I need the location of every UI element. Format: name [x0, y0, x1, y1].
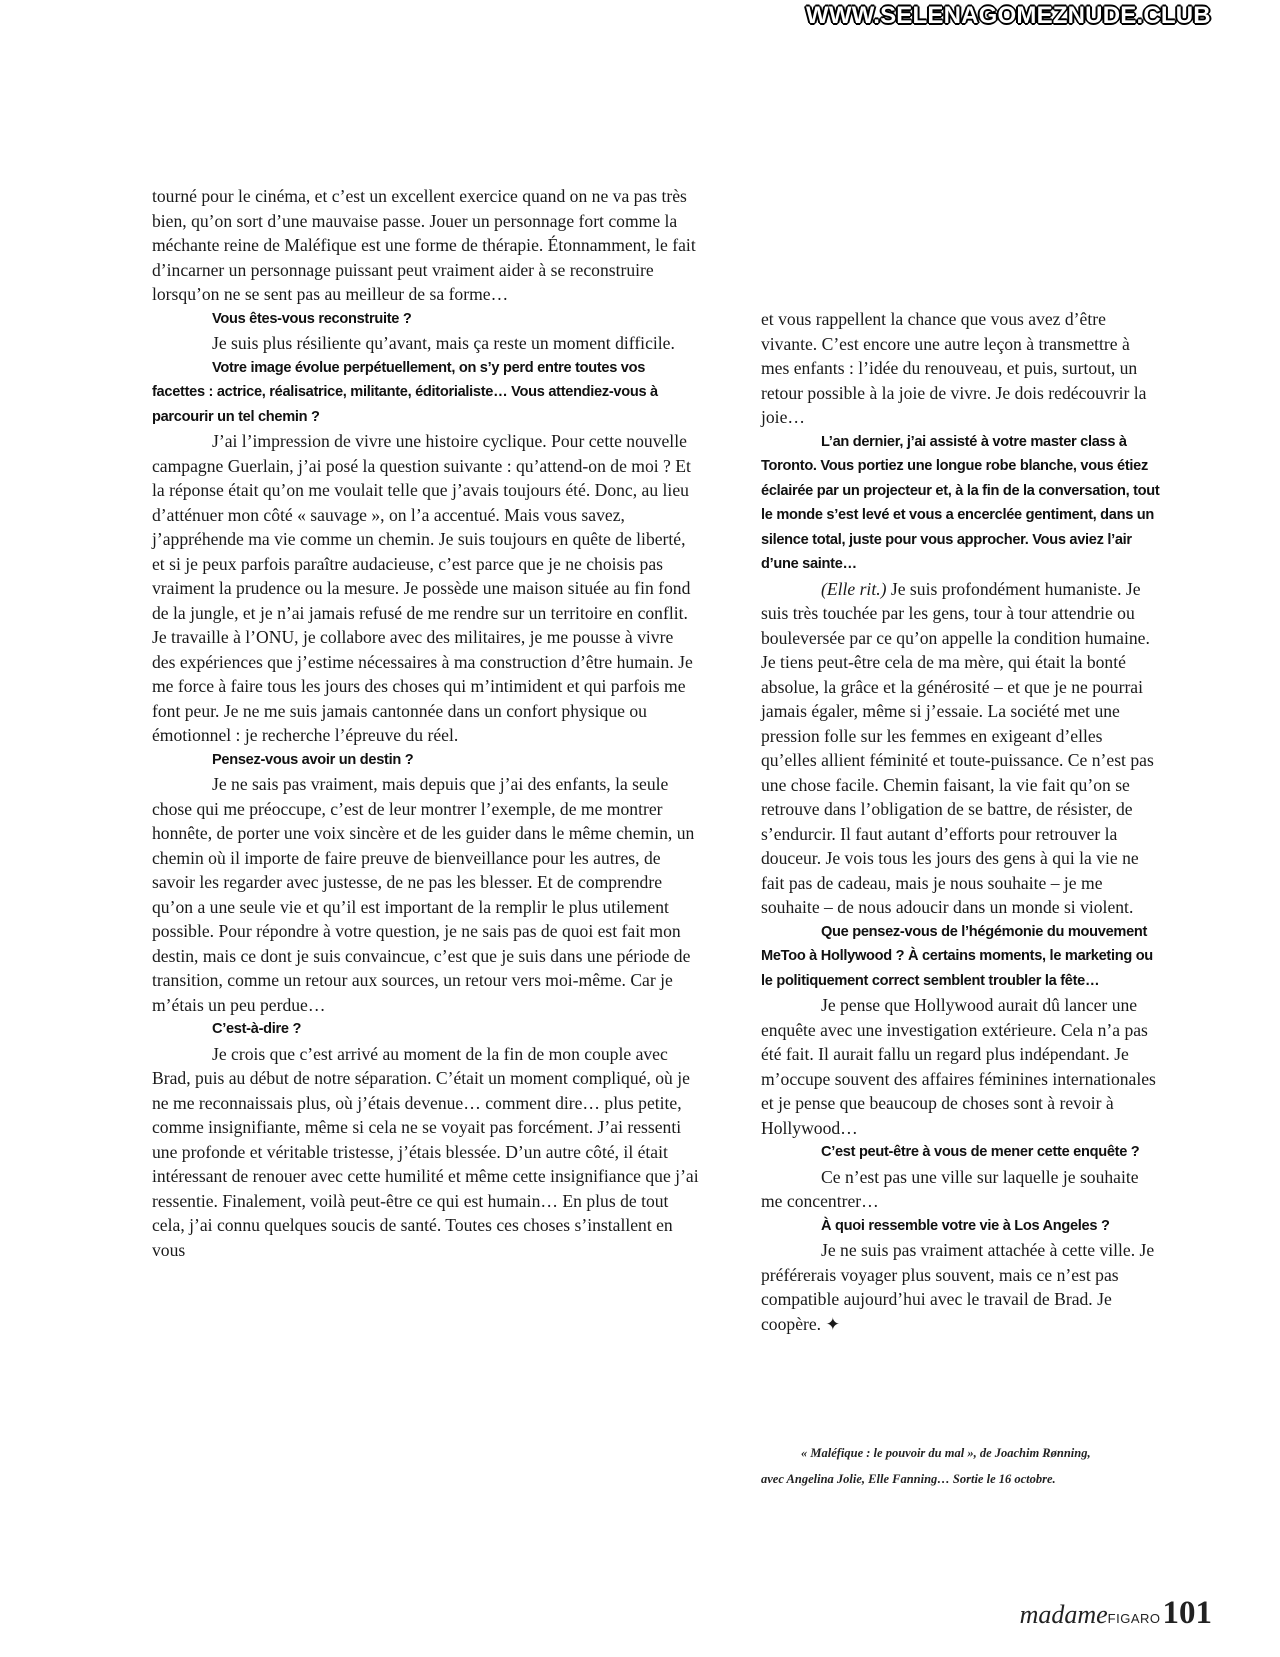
question: C’est peut-être à vous de mener cette enquête ?	[821, 1144, 1140, 1160]
right-column	[761, 307, 1161, 1336]
answer: Je pense que Hollywood aurait dû lancer une enquête avec une investigation extérieure. Cela n’a pas été fait. Il aurait fallu un regard plus indépendant. Je m’occupe souvent des affaires féminines internationales et je pense que beaucoup de choses sont à revoir à Hollywood…	[761, 995, 1156, 1138]
page-footer	[1020, 1595, 1212, 1632]
answer: Je ne sais pas vraiment, mais depuis que j’ai des enfants, la seule chose qui me préoccupe, c’est de leur montrer l’exemple, de me montrer honnête, de porter une voix sincère et de les guider dans le même chemin, un chemin où il importe de faire preuve de bienveillance pour les autres, de savoir les regarder avec justesse, de ne pas les blesser. Et de comprendre qu’on a une seule vie et qu’il est important de la remplir le plus utilement possible. Pour répondre à votre question, je ne sais pas de quoi est fait mon destin, mais ce dont je suis convaincue, c’est que je suis dans une période de transition, comme un retour aux sources, un retour vers moi-même. Car je m’étais un peu perdue…	[152, 774, 695, 1015]
credit-line: « Maléfique : le pouvoir du mal », de Joachim Rønning,	[801, 1446, 1091, 1460]
answer: Je suis plus résiliente qu’avant, mais ça reste un moment difficile.	[212, 333, 675, 353]
answer-text: Je suis profondément humaniste. Je suis très touchée par les gens, tour à tour attendrie ou bouleversée par ce qu’on appelle la condition humaine. Je tiens peut-être cela de ma mère, qui était la bonté absolue, la grâce et la générosité – et que je ne pourrai jamais égaler, même si j’essaie. La société met une pression folle sur les femmes en exigeant d’elles qu’elles allient féminité et toute-puissance. Ce n’est pas une chose facile. Chemin faisant, la vie fait qu’on se retrouve dans l’obligation de se battre, de résister, de s’endurcir. Il faut autant d’efforts pour retrouver la douceur. Je vois tous les jours des gens à qui la vie ne fait pas de cadeau, mais je nous souhaite – je me souhaite – de nous adoucir dans un monde si violent.	[761, 578, 1154, 917]
question: À quoi ressemble votre vie à Los Angeles ?	[821, 1217, 1110, 1234]
watermark: WWW.SELENAGOMEZNUDE.CLUB	[806, 2, 1211, 29]
film-credit	[761, 1440, 1161, 1492]
question: Vous êtes-vous reconstruite ?	[212, 310, 412, 327]
question: L’an dernier, j’ai assisté à votre master class à Toronto. Vous portiez une longue robe blanche, vous étiez éclairée par un projecteur et, à la fin de la conversation, tout le monde s’est levé et vous a encerclée gentiment, dans un silence total, juste pour vous approcher. Vous aviez l’air d’une sainte…	[761, 433, 1160, 572]
question: Pensez-vous avoir un destin ?	[212, 751, 414, 768]
magazine-logo-figaro: FIGARO	[1107, 1611, 1161, 1626]
answer	[761, 577, 1161, 920]
question: Que pensez-vous de l’hégémonie du mouvement MeToo à Hollywood ? À certains moments, le marketing ou le politiquement correct semblent troubler la fête…	[761, 923, 1153, 989]
page-number: 101	[1162, 1595, 1212, 1631]
answer: Je ne suis pas vraiment attachée à cette ville. Je préférerais voyager plus souvent, mais ce n’est pas compatible aujourd’hui avec le travail de Brad. Je coopère. ✦	[761, 1240, 1155, 1334]
question: C’est-à-dire ?	[212, 1021, 302, 1037]
answer: Je crois que c’est arrivé au moment de la fin de mon couple avec Brad, puis au début de notre séparation. C’était un moment compliqué, où je ne me reconnaissais plus, où j’étais devenue… comment dire… plus petite, comme insignifiante, même si cela ne se voyait pas forcément. J’ai ressenti une profonde et véritable tristesse, j’étais blessée. D’un autre côté, il était intéressant de renouer avec cette humilité et même cette insignifiance que j’ai ressentie. Finalement, voilà peut-être ce qui est humain… En plus de tout cela, j’ai connu quelques soucis de santé. Toutes ces choses s’installent en vous	[152, 1043, 699, 1260]
paragraph: tourné pour le cinéma, et c’est un excellent exercice quand on ne va pas très bien, qu’on sort d’une mauvaise passe. Jouer un personnage fort comme la méchante reine de Maléfique est une forme de thérapie. Étonnamment, le fait d’incarner un personnage puissant peut vraiment aider à se reconstruire lorsqu’on ne se sent pas au meilleur de sa forme…	[152, 186, 696, 304]
question: Votre image évolue perpétuellement, on s’y perd entre toutes vos facettes : actrice, réalisatrice, militante, éditorialiste… Vous attendiez-vous à parcourir un tel chemin ?	[152, 359, 658, 425]
answer: J’ai l’impression de vivre une histoire cyclique. Pour cette nouvelle campagne Guerlain, j’ai posé la question suivante : qu’attend-on de moi ? Et la réponse était qu’on me voulait telle que j’avais toujours été. Donc, au lieu d’atténuer mon côté « sauvage », on l’a accentué. Mais vous savez, j’appréhende ma vie comme un chemin. Je suis toujours en quête de liberté, et si je peux parfois paraître audacieuse, c’est parce que je ne choisis pas vraiment la prudence ou la mesure. Je possède une maison située au fin fond de la jungle, et je n’ai jamais refusé de me rendre sur un territoire en conflit. Je travaille à l’ONU, je collabore avec des militaires, je me pousse à vivre des expériences que j’estime nécessaires à ma construction d’être humain. Je me force à faire tous les jours des choses qui m’intimident et qui parfois me font peur. Je ne me suis jamais cantonnée dans un confort physique ou émotionnel : je recherche l’épreuve du réel.	[152, 431, 693, 745]
answer: Ce n’est pas une ville sur laquelle je souhaite me concentrer…	[761, 1166, 1139, 1211]
left-column	[152, 184, 700, 1262]
credit-line: avec Angelina Jolie, Elle Fanning… Sortie le 16 octobre.	[761, 1472, 1056, 1486]
paragraph: et vous rappellent la chance que vous avez d’être vivante. C’est encore une autre leçon à transmettre à mes enfants : l’idée du renouveau, et puis, surtout, un retour possible à la joie de vivre. Je dois redécouvrir la joie…	[761, 309, 1147, 427]
stage-direction: (Elle rit.)	[821, 578, 887, 599]
magazine-logo-madame: madame	[1019, 1600, 1108, 1629]
